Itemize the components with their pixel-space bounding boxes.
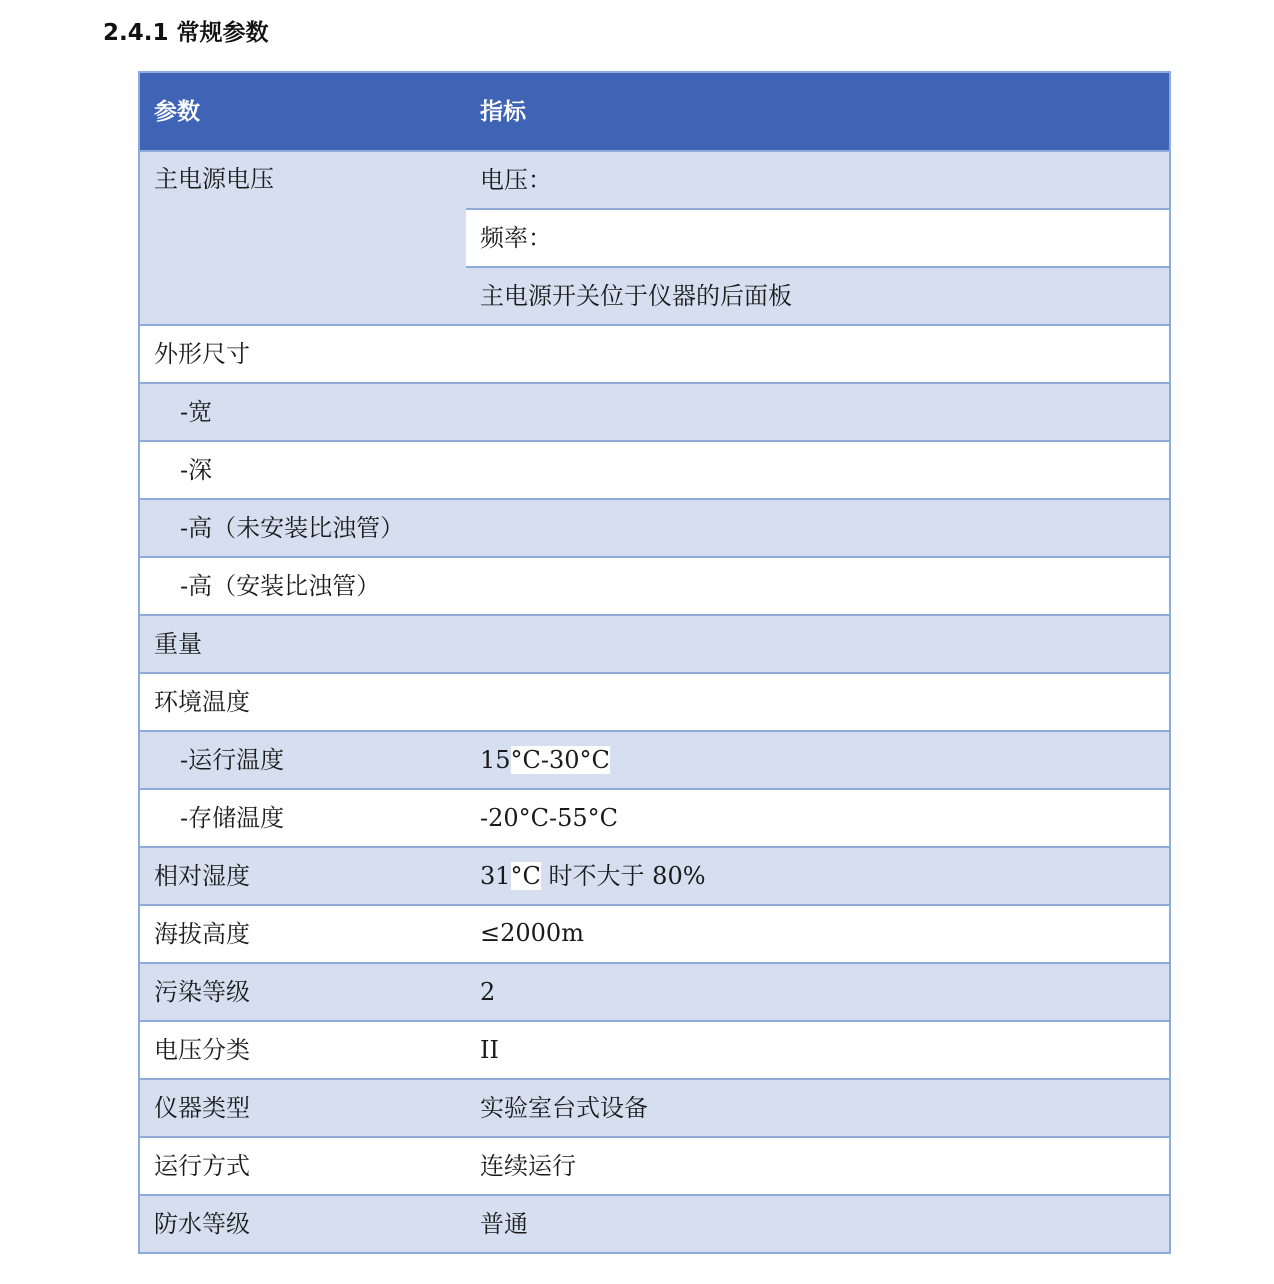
voltage-class-value: II [466,1021,1170,1079]
width-value [466,383,1170,441]
humidity-rest: 时不大于 80% [540,862,706,890]
depth-value [466,441,1170,499]
waterproof-label: 防水等级 [139,1195,466,1253]
table-row-weight [139,615,1170,673]
operation-mode-value: 连续运行 [466,1137,1170,1195]
table-row-altitude [139,905,1170,963]
table-row-width [139,383,1170,441]
pollution-label: 污染等级 [139,963,466,1021]
height-with-tube-label: -高（安装比浊管） [139,557,1170,615]
header-specification: 指标 [466,72,1170,151]
operating-temp-label: -运行温度 [139,731,466,789]
operating-temp-range: °C-30°C [510,746,610,774]
power-frequency-line: 频率： [466,209,1170,267]
table-row-power-voltage [139,151,1170,209]
power-switch-line: 主电源开关位于仪器的后面板 [466,267,1170,325]
altitude-value: ≤2000m [466,905,1170,963]
operation-mode-label: 运行方式 [139,1137,466,1195]
table-row-pollution [139,963,1170,1021]
instrument-type-label: 仪器类型 [139,1079,466,1137]
voltage-class-label: 电压分类 [139,1021,466,1079]
altitude-label: 海拔高度 [139,905,466,963]
table-row-height-with-tube [139,557,1170,615]
humidity-label: 相对湿度 [139,847,466,905]
table-row-voltage-class [139,1021,1170,1079]
table-row-operation-mode [139,1137,1170,1195]
table-row-operating-temp [139,731,1170,789]
table-row-instrument-type [139,1079,1170,1137]
dimensions-label: 外形尺寸 [139,325,466,383]
storage-temp-value: -20°C-55°C [466,789,1170,847]
table-row-humidity [139,847,1170,905]
depth-label: -深 [139,441,466,499]
table-row-depth [139,441,1170,499]
dimensions-value [466,325,1170,383]
env-temp-value [466,673,1170,731]
storage-temp-label: -存储温度 [139,789,466,847]
humidity-unit: °C [510,862,541,890]
power-voltage-line: 电压： [466,151,1170,209]
table-row-waterproof [139,1195,1170,1253]
table-header-row [139,72,1170,151]
env-temp-label: 环境温度 [139,673,466,731]
table-row-env-temp [139,673,1170,731]
header-parameter: 参数 [139,72,466,151]
table-row-height-without-tube [139,499,1170,557]
weight-value [466,615,1170,673]
instrument-type-value: 实验室台式设备 [466,1079,1170,1137]
humidity-prefix: 31 [480,862,511,890]
section-heading: 2.4.1 常规参数 [103,20,269,46]
general-parameters-table [138,71,1171,1254]
table-row-dimensions [139,325,1170,383]
pollution-value: 2 [466,963,1170,1021]
table-row-storage-temp [139,789,1170,847]
power-voltage-label: 主电源电压 [139,151,466,325]
operating-temp-value [466,731,1170,789]
height-without-tube-label: -高（未安装比浊管） [139,499,1170,557]
operating-temp-prefix: 15 [480,746,511,774]
humidity-value [466,847,1170,905]
waterproof-value: 普通 [466,1195,1170,1253]
weight-label: 重量 [139,615,466,673]
width-label: -宽 [139,383,466,441]
